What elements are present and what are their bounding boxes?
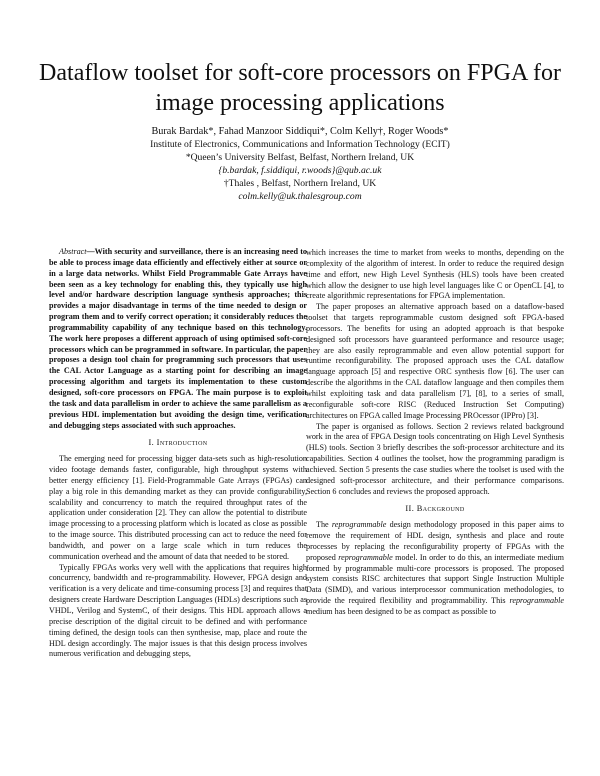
intro-paragraph-4: The paper proposes an alternative approach based on a dataflow-based toolset that targets reprogrammable custom designed soft FPGA-based processors. The benefits for using an adopted approach is that bespoke designed soft processors have guaranteed performance and resource usage; they are also easily reprogrammable and even allow potential support for runtime reconfigurability. The proposed approach uses the CAL dataflow language approach [5] and respective ORC synthesis flow [6]. The user can describe the algorithms in the CAL dataflow language and then compiles them whilst exploiting task and data parallelism [7], [8], to a series of small, reconfigurable soft-core RISC (Reduced Instruction Set Computing) architectures on FPGA called Image Processing PROcessor (IPPro) [3]. <box>306 302 564 420</box>
affiliation-thales: †Thales , Belfast, Northern Ireland, UK <box>223 178 377 189</box>
affiliation-university: *Queen’s University Belfast, Belfast, Northern Ireland, UK <box>185 152 415 163</box>
paper-title: Dataflow toolset for soft-core processors on FPGA for image processing applications <box>39 60 561 116</box>
right-column <box>306 248 564 618</box>
emphasis: reprogrammable <box>338 552 393 562</box>
intro-paragraph-1: The emerging need for processing bigger data-sets such as high-resolution video footage demands faster, configurable, high throughput systems with better energy efficiency [1]. Field-Programmable Gate Arrays (FPGAs) can play a big role in this demanding market as they can provide configurability, scalability and concurrency to match the required throughput rates of the application under consideration [2]. They can allow the potential to distribute image processing to a processing platform which is located as close as possible to the image source. This distributed processing can act to reduce the need for bandwidth, and power on a large scale which in turn reduces the communication overhead and the amount of data that needed to be stored. <box>49 454 307 561</box>
abstract-lead: Abstract <box>59 247 87 256</box>
text-run: design methodology proposed in this paper aims to remove the requirement of HDL design, synthesis and place and route processes by replacing the reconfigurability property of FPGAs with the proposed <box>306 520 564 562</box>
background-paragraph-1 <box>306 520 564 618</box>
text-run: model. In order to do this, an intermediate medium formed by programmable multi-core processors is proposed. The proposed system consists RISC architectures that support Single Instruction Multiple Data (SIMD), and various interprocessor communication methodologies, to provide the required flexibility and programmability. This <box>306 552 564 606</box>
affiliation-institute: Institute of Electronics, Communications and Information Technology (ECIT) <box>150 139 450 150</box>
section-heading-background <box>306 504 564 515</box>
section-number: I. <box>148 438 155 448</box>
intro-paragraph-2: Typically FPGAs works very well with the applications that requires high concurrency, bandwidth and re-programmability. However, FPGA design and verification is a very delicate and time-consuming process [3] and requires that designers create Hardware Description Languages (HDLs) descriptions such as VHDL, Verilog and SystemC, of their designs. This HDL approach allows a precise description of the digital circuit to be defined and with performance timing defined, the design tools can then synthesise, map, place and route the HDL design accordingly. The major issues is that this design process involves numerous verification and debugging steps, <box>49 562 307 659</box>
author-emails-qub: {b.bardak, f.siddiqui, r.woods}@qub.ac.uk <box>218 165 382 176</box>
abstract-body: —With security and surveillance, there is an increasing need to be able to process image data efficiently and effectively either at source or in a large data networks. Whilst Field Programmable Gate Arrays have been seen as a key technology for enabling this, they typically use high level and/or hardware description language synthesis approaches; this provides a major disadvantage in terms of the time needed to design or program them and to verify correct operation; it considerably reduces the programmability capability of any technique based on this technology. The work here proposes a different approach of using optimised soft-core processors which can be programmed in software. In particular, the paper proposes a design tool chain for programming such processors that uses the CAL Actor Language as a starting point for describing an image processing algorithm and targets its implementation to these custom designed, soft-core processors on FPGA. The main purpose is to exploit the task and data parallelism in order to achieve the same parallelism as a previous HDL implementation but avoiding the design time, verification and debugging steps associated with such approaches. <box>49 247 307 430</box>
section-title: Introduction <box>156 438 208 448</box>
section-heading-introduction <box>49 438 307 449</box>
emphasis: reprogrammable <box>509 596 564 606</box>
left-column <box>49 247 307 660</box>
section-title: Background <box>416 504 465 514</box>
author-names: Burak Bardak*, Fahad Manzoor Siddiqui*, Colm Kelly†, Roger Woods* <box>151 126 449 137</box>
author-block <box>60 125 540 203</box>
text-run: medium has been designed to be as compact as possible to <box>306 607 496 616</box>
abstract <box>49 247 307 431</box>
emphasis: reprogrammable <box>331 520 387 530</box>
intro-paragraph-5: The paper is organised as follows. Section 2 reviews related background work in the area of FPGA Design tools concentrating on High Level Synthesis (HLS) tools. Section 3 briefly describes the soft-processor architecture and its capabilities. Section 4 outlines the toolset, how the programming paradigm is achieved. Section 5 presents the case studies where the toolset is used with the designed soft-processor architecture, and their performance comparisons. Section 6 concludes and reviews the proposed approach. <box>306 421 564 496</box>
section-number: II. <box>405 504 415 514</box>
intro-paragraph-3: which increases the time to market from weeks to months, depending on the complexity of the algorithm of interest. In order to reduce the required design time and effort, new High Level Synthesis (HLS) tools have been created which allow the designer to use high level languages like C or OpenCL [4], to create algorithmic representations for FPGA implementation. <box>306 248 564 301</box>
author-email-thales: colm.kelly@uk.thalesgroup.com <box>238 191 362 202</box>
text-run: The <box>316 520 332 530</box>
